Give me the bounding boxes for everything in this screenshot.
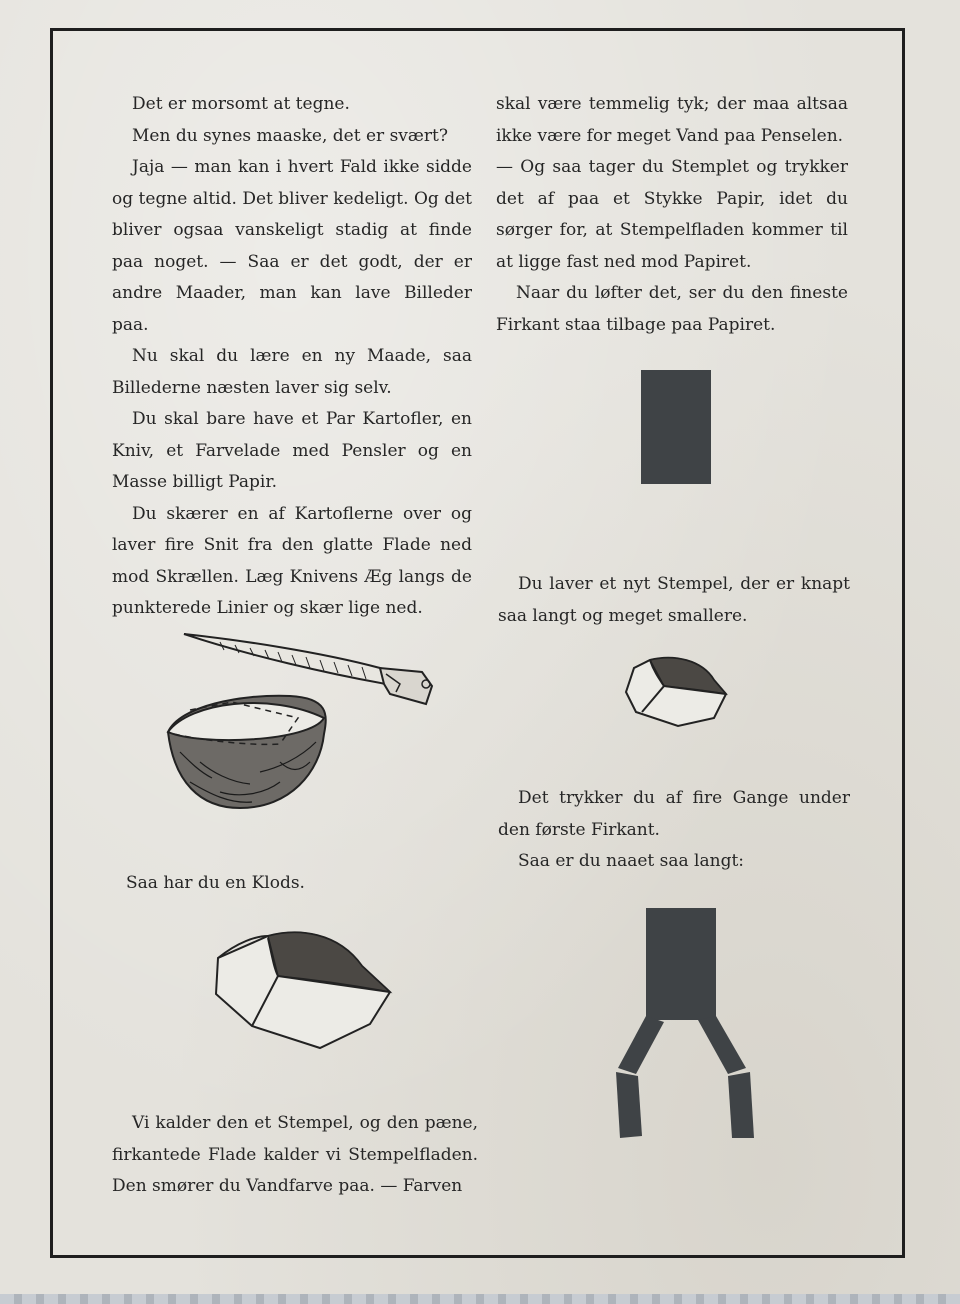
printed-rectangle-illustration <box>640 369 714 487</box>
right-column-text-2 <box>498 569 850 632</box>
caption-klods: Saa har du en Klods. <box>126 873 305 893</box>
paragraph: Det er morsomt at tegne. <box>132 94 350 114</box>
paragraph: Det trykker du af fire Gange under den første Firkant. <box>498 788 850 840</box>
paragraph: Men du synes maaske, det er svært? <box>132 125 448 146</box>
paragraph: — Og saa tager du Stemplet og trykker det af paa et Stykke Papir, idet du sørger for, at Stempelfladen kommer til at ligge fast ned mod Papiret. <box>496 157 848 272</box>
paragraph: Du laver et nyt Stempel, der er knapt saa langt og meget smallere. <box>498 574 850 626</box>
paragraph: Vi kalder den et Stempel, og den pæne, firkantede Flade kalder vi Stempelfladen. Den smører du Vandfarve paa. — Farven <box>112 1113 478 1196</box>
small-stamp-illustration <box>620 652 732 730</box>
paragraph: Jaja — man kan i hvert Fald ikke sidde og tegne altid. Det bliver kedeligt. Og det bliver ogsaa vanskeligt stadig at finde paa noget. — Saa er det godt, der er andre Maader, man kan lave Billeder paa. <box>112 157 472 335</box>
scanner-edge <box>0 1294 960 1304</box>
paragraph: Nu skal du lære en ny Maade, saa Billederne næsten laver sig selv. <box>112 346 472 398</box>
paragraph: Saa er du naaet saa langt: <box>518 851 745 871</box>
potato-block-illustration <box>208 922 398 1056</box>
paragraph: Naar du løfter det, ser du den fineste Firkant staa tilbage paa Papiret. <box>496 283 848 335</box>
right-column-text <box>496 89 848 341</box>
knife-and-potato-illustration <box>160 622 450 832</box>
paragraph: skal være temmelig tyk; der maa altsaa ikke være for meget Vand paa Penselen. <box>496 94 848 146</box>
paragraph: Du skærer en af Kartoflerne over og laver fire Snit fra den glatte Flade ned mod Skrællen. Læg Knivens Æg langs de punkterede Linier og skær lige ned. <box>112 503 472 618</box>
paragraph: Du skal bare have et Par Kartofler, en Kniv, et Farvelade med Pensler og en Masse billigt Papir. <box>112 409 472 492</box>
printed-figure-illustration <box>608 906 758 1142</box>
right-column-text-3 <box>498 783 850 878</box>
bottom-left-text <box>112 1108 478 1203</box>
left-column-text <box>112 89 472 625</box>
